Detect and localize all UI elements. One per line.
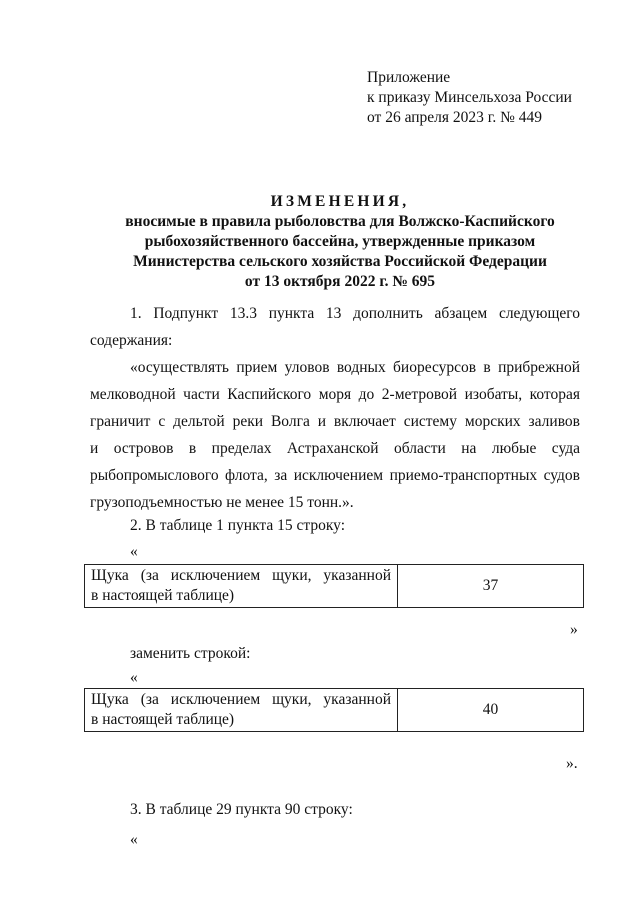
item-1-quote-line-1: «осуществлять прием уловов водных биоресурсов в прибрежной [130,359,580,376]
close-quote-2: ». [566,755,578,772]
replace-text: заменить строкой: [130,645,251,662]
open-quote-3: « [130,831,138,848]
species-line-2: в настоящей таблице) [91,587,235,604]
new-row-table [84,688,584,732]
value-cell: 40 [398,689,584,732]
species-cell [85,565,398,608]
open-quote-2: « [130,669,138,686]
table-row [85,565,584,608]
table-row [85,689,584,732]
species-line-1: Щука (за исключением щуки, указанной [91,567,391,584]
title-main: ИЗМЕНЕНИЯ, [270,193,410,210]
item-1-quote-line-4: и островов в пределах Астраханской области на любые суда [90,440,580,457]
document-title [60,192,620,292]
appendix-line-3: от 26 апреля 2023 г. № 449 [367,109,543,126]
species-cell [85,689,398,732]
title-sub-4: от 13 октября 2022 г. № 695 [244,273,436,290]
old-row-table [84,564,584,608]
appendix-header [367,68,572,128]
item-3-intro: 3. В таблице 29 пункта 90 строку: [130,801,353,818]
item-1-quote-line-5: рыбопромыслового флота, за исключением приемо-транспортных судов [90,467,580,484]
appendix-line-2: к приказу Минсельхоза России [367,89,572,106]
item-1-line-1: 1. Подпункт 13.3 пункта 13 дополнить абзацем следующего [130,305,580,322]
species-line-1: Щука (за исключением щуки, указанной [91,691,391,708]
item-1-quote-line-2: мелководной части Каспийского моря до 2-метровой изобаты, которая [90,386,580,403]
species-line-2: в настоящей таблице) [91,711,235,728]
item-1-quote-line-6: грузоподъемностью не менее 15 тонн.». [90,494,354,511]
item-1-line-2: содержания: [90,332,173,349]
value-cell: 37 [398,565,584,608]
item-1 [90,300,580,516]
title-sub-2: рыбохозяйственного бассейна, утвержденные приказом [144,233,536,250]
appendix-line-1: Приложение [367,69,451,86]
open-quote-1: « [130,543,138,560]
item-1-quote-line-3: граничит с дельтой реки Волга и включает систему морских заливов [90,413,580,430]
item-2-intro: 2. В таблице 1 пункта 15 строку: [130,517,346,534]
close-quote-1: » [570,621,578,638]
title-sub-1: вносимые в правила рыболовства для Волжско-Каспийского [125,213,555,230]
title-sub-3: Министерства сельского хозяйства Российской Федерации [133,253,547,270]
